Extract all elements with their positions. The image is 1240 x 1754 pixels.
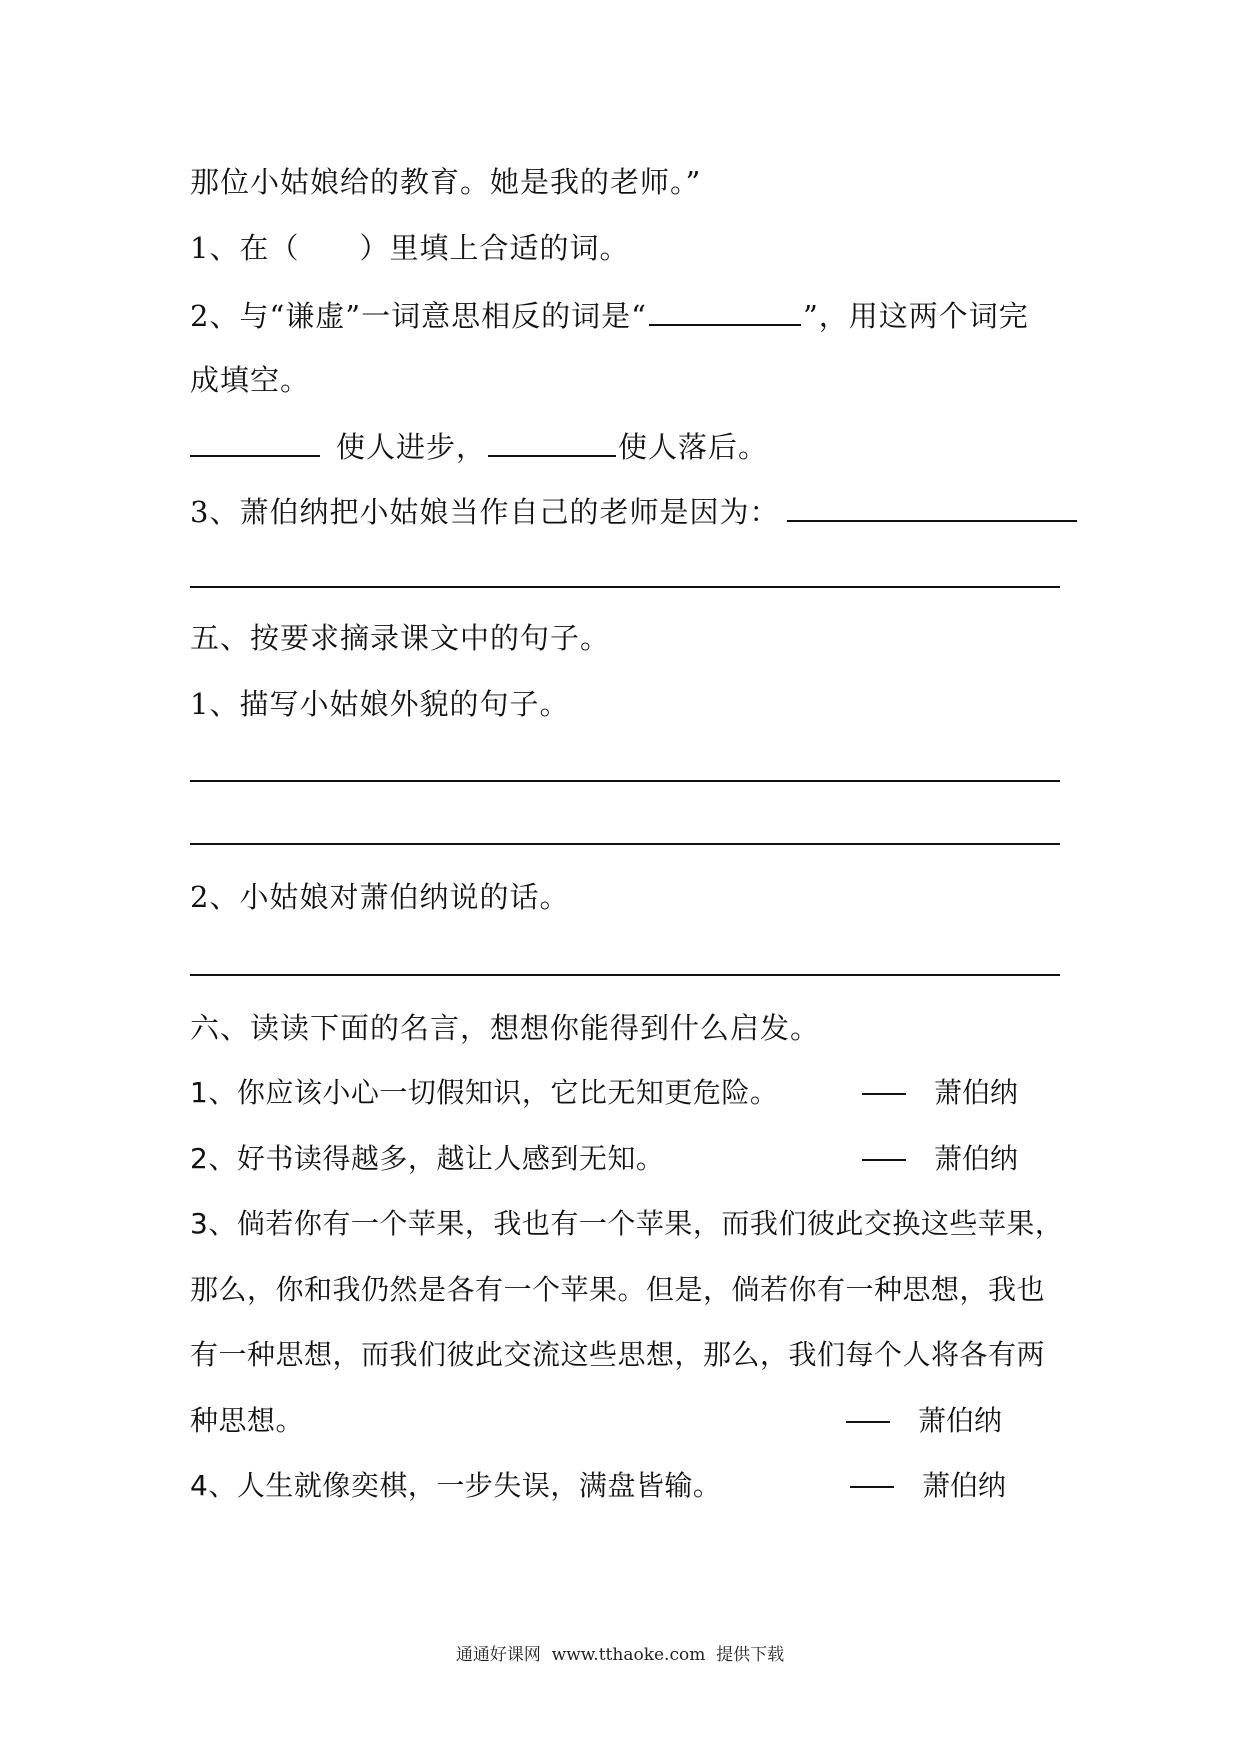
question-4-3 — [190, 490, 1079, 532]
question-4-2-fill — [190, 425, 768, 467]
dash-mark — [862, 1093, 906, 1095]
antonym-blank[interactable] — [649, 294, 801, 326]
answer-blank-4-3[interactable] — [787, 490, 1077, 522]
question-4-2-text-b: ”，用这两个词完 — [802, 299, 1029, 333]
answer-line-5-2[interactable] — [190, 974, 1060, 976]
section-6-heading: 六、读读下面的名言，想想你能得到什么启发。 — [190, 1011, 821, 1045]
question-4-2-text-a: 2、与“谦虚”一词意思相反的词是“ — [190, 299, 647, 333]
quote-1-author: 萧伯纳 — [934, 1076, 1019, 1109]
dash-mark — [862, 1159, 906, 1161]
question-5-2: 2、小姑娘对萧伯纳说的话。 — [190, 880, 570, 914]
quote-2-attribution — [862, 1139, 1018, 1179]
quote-1-attribution — [862, 1073, 1018, 1113]
quote-4: 4、人生就像奕棋，一步失误，满盘皆输。 — [190, 1469, 722, 1502]
question-4-2-continuation: 成填空。 — [190, 363, 311, 397]
dash-mark — [850, 1486, 894, 1488]
section-5-heading: 五、按要求摘录课文中的句子。 — [190, 621, 611, 655]
footer-credit: 通通好课网 www.tthaoke.com 提供下载 — [455, 1645, 785, 1665]
answer-line-5-1a[interactable] — [190, 780, 1060, 782]
question-4-2 — [190, 294, 1029, 336]
question-4-1: 1、在（ ）里填上合适的词。 — [190, 231, 630, 265]
quote-2: 2、好书读得越多，越让人感到无知。 — [190, 1142, 665, 1175]
fill-blank-a[interactable] — [190, 425, 320, 457]
quote-3-line-3: 有一种思想，而我们彼此交流这些思想，那么，我们每个人将各有两 — [190, 1338, 1046, 1371]
quote-3-attribution — [846, 1401, 1002, 1441]
fill-text-b: 使人落后。 — [618, 430, 769, 464]
fill-text-a: 使人进步， — [336, 430, 487, 464]
quote-4-attribution — [850, 1466, 1006, 1506]
passage-tail: 那位小姑娘给的教育。她是我的老师。” — [190, 165, 702, 199]
answer-line-5-1b[interactable] — [190, 843, 1060, 845]
answer-line-4-3[interactable] — [190, 586, 1060, 588]
quote-4-author: 萧伯纳 — [922, 1469, 1007, 1502]
quote-1: 1、你应该小心一切假知识，它比无知更危险。 — [190, 1076, 779, 1109]
dash-mark — [846, 1421, 890, 1423]
quote-3-line-4: 种思想。 — [190, 1404, 305, 1437]
question-5-1: 1、描写小姑娘外貌的句子。 — [190, 687, 570, 721]
question-4-3-text: 3、萧伯纳把小姑娘当作自己的老师是因为： — [190, 495, 780, 529]
quote-2-author: 萧伯纳 — [934, 1142, 1019, 1175]
quote-3-author: 萧伯纳 — [918, 1404, 1003, 1437]
quote-3-line-1: 3、倘若你有一个苹果，我也有一个苹果，而我们彼此交换这些苹果， — [190, 1207, 1064, 1240]
fill-blank-b[interactable] — [488, 425, 616, 457]
quote-3-line-2: 那么，你和我仍然是各有一个苹果。但是，倘若你有一种思想，我也 — [190, 1273, 1046, 1306]
